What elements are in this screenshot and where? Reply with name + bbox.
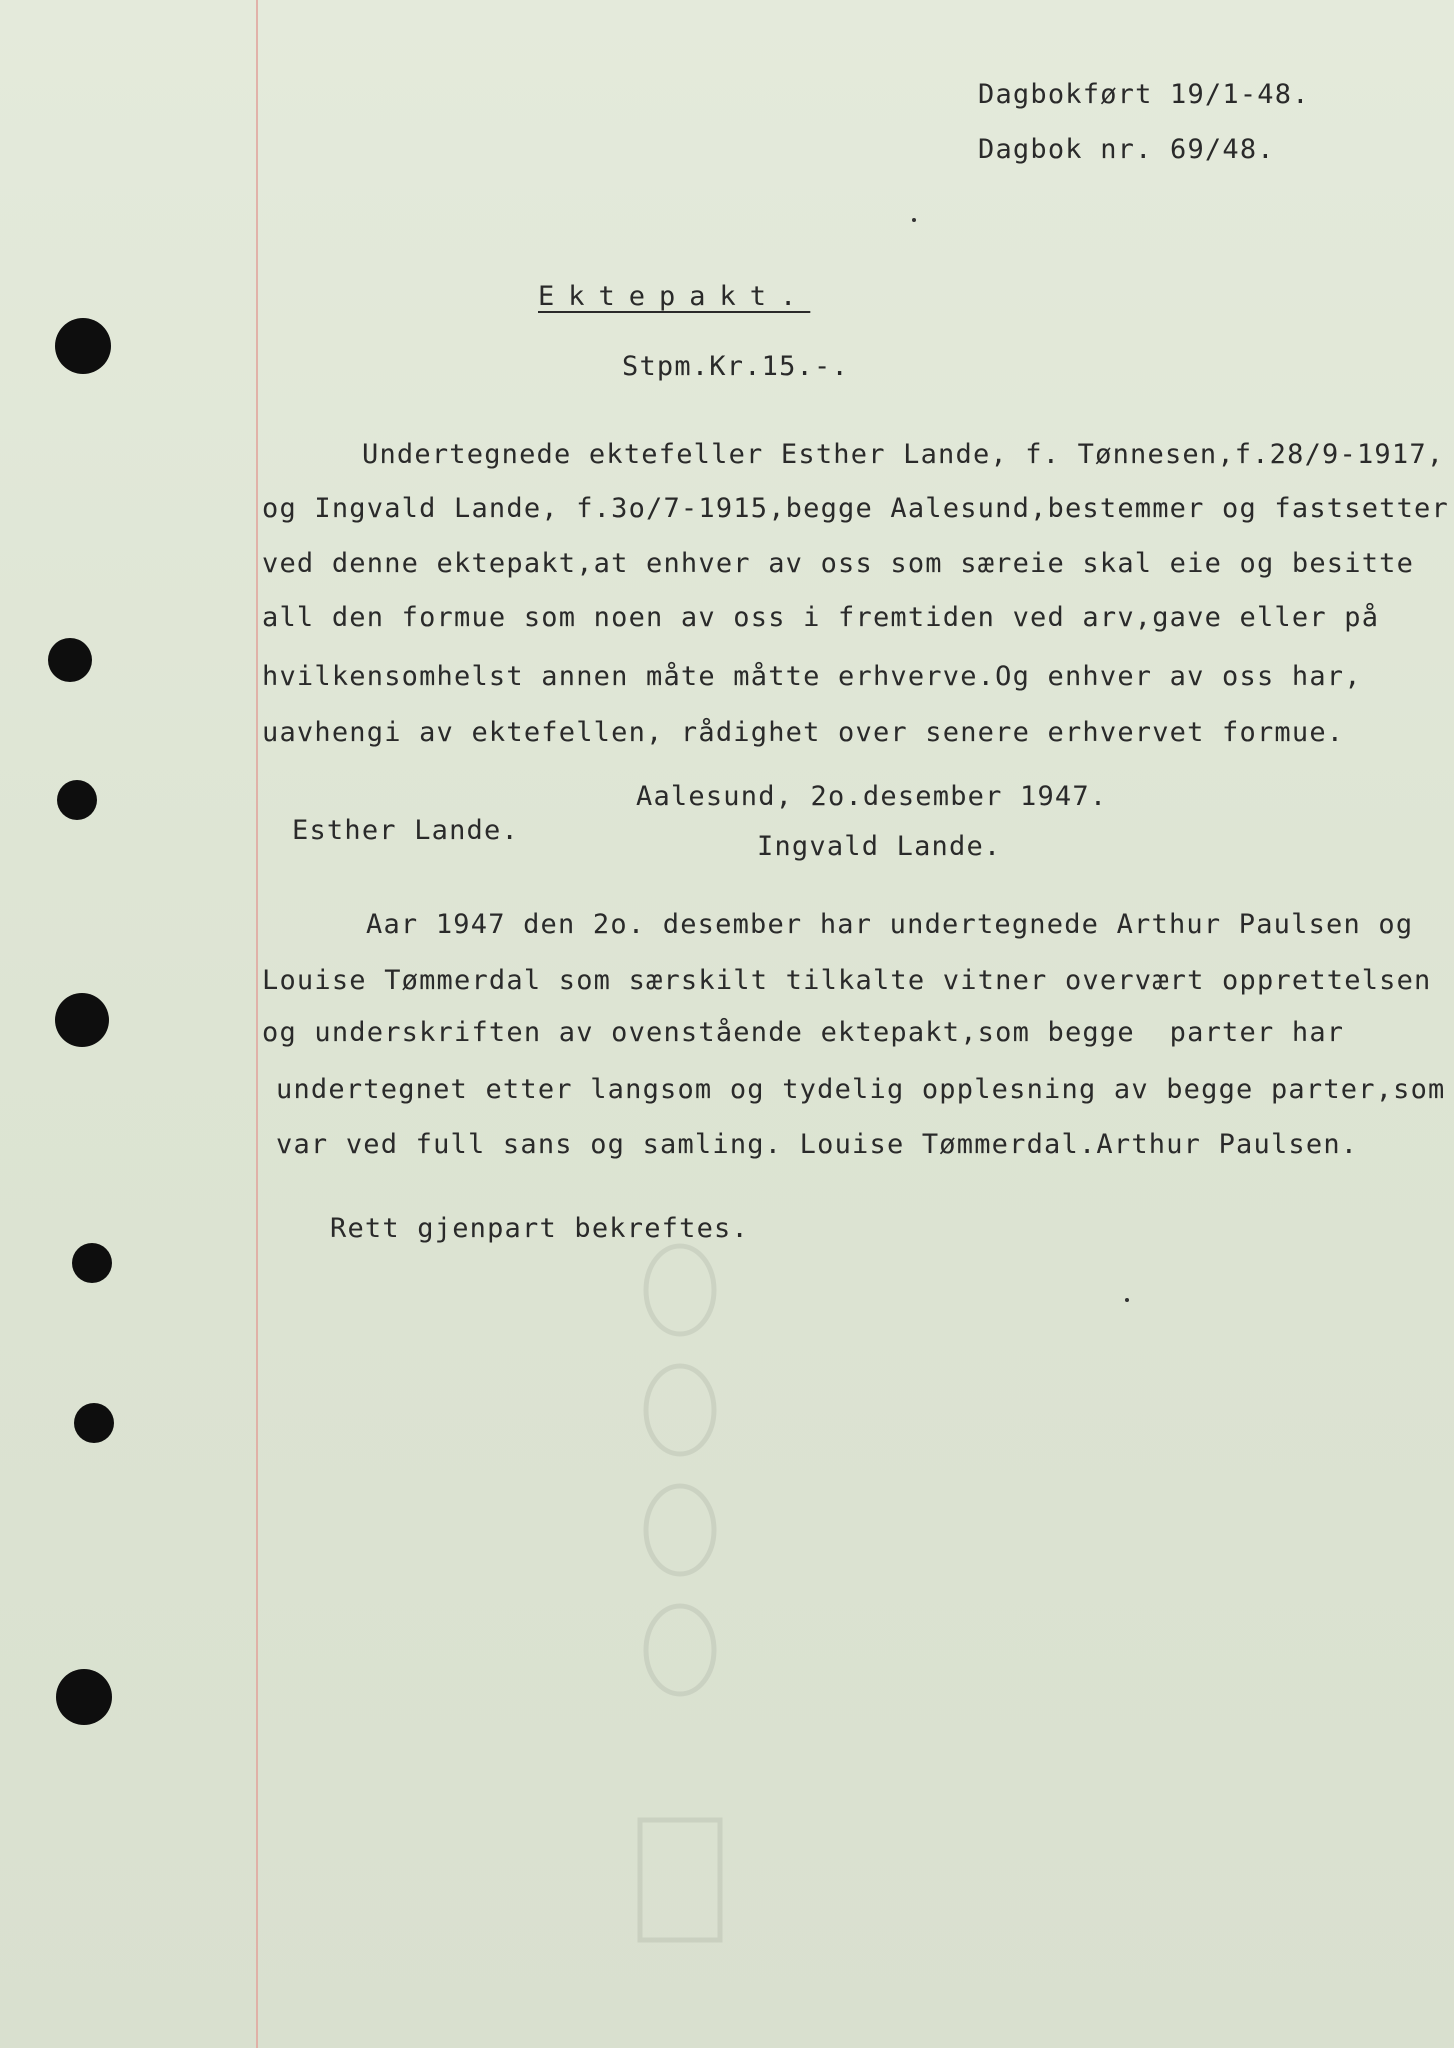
margin-line xyxy=(256,0,258,2048)
body-line: og Ingvald Lande, f.3o/7-1915,begge Aalesund,bestemmer og fastsetter xyxy=(262,493,1449,524)
witness-line: og underskriften av ovenstående ektepakt,som begge parter har xyxy=(262,1017,1345,1048)
punch-hole-icon xyxy=(57,780,97,820)
punch-hole-icon xyxy=(74,1403,114,1443)
witness-line: Aar 1947 den 2o. desember har undertegnede Arthur Paulsen og xyxy=(366,909,1414,940)
place-date: Aalesund, 2o.desember 1947. xyxy=(636,781,1108,812)
witness-line: var ved full sans og samling. Louise Tømmerdal.Arthur Paulsen. xyxy=(276,1129,1359,1160)
body-line: Undertegnede ektefeller Esther Lande, f. Tønnesen,f.28/9-1917, xyxy=(362,439,1445,470)
witness-line: undertegnet etter langsom og tydelig opplesning av begge parter,som xyxy=(276,1074,1446,1105)
bleed-through-stamp-icon xyxy=(600,120,760,2020)
witness-line: Louise Tømmerdal som særskilt tilkalte vitner overvært opprettelsen xyxy=(262,965,1432,996)
document-title: Ektepakt. xyxy=(538,281,811,312)
body-line: ved denne ektepakt,at enhver av oss som særeie skal eie og besitte xyxy=(262,548,1415,579)
body-line: uavhengi av ektefellen, rådighet over senere erhvervet formue. xyxy=(262,717,1345,748)
body-line: all den formue som noen av oss i fremtiden ved arv,gave eller på xyxy=(262,602,1380,633)
punch-hole-icon xyxy=(55,993,109,1047)
stamp-duty: Stpm.Kr.15.-. xyxy=(622,351,849,382)
ink-speck xyxy=(1125,1298,1129,1302)
journal-number: Dagbok nr. 69/48. xyxy=(978,134,1275,165)
punch-hole-icon xyxy=(72,1243,112,1283)
punch-hole-icon xyxy=(55,318,111,374)
signature-right: Ingvald Lande. xyxy=(757,831,1002,862)
certification: Rett gjenpart bekreftes. xyxy=(330,1213,749,1244)
punch-hole-icon xyxy=(56,1669,112,1725)
body-line: hvilkensomhelst annen måte måtte erhverve.Og enhver av oss har, xyxy=(262,661,1362,692)
ink-speck xyxy=(912,218,916,222)
signature-left: Esther Lande. xyxy=(292,815,519,846)
punch-hole-icon xyxy=(48,638,92,682)
journal-date: Dagbokført 19/1-48. xyxy=(978,79,1310,110)
